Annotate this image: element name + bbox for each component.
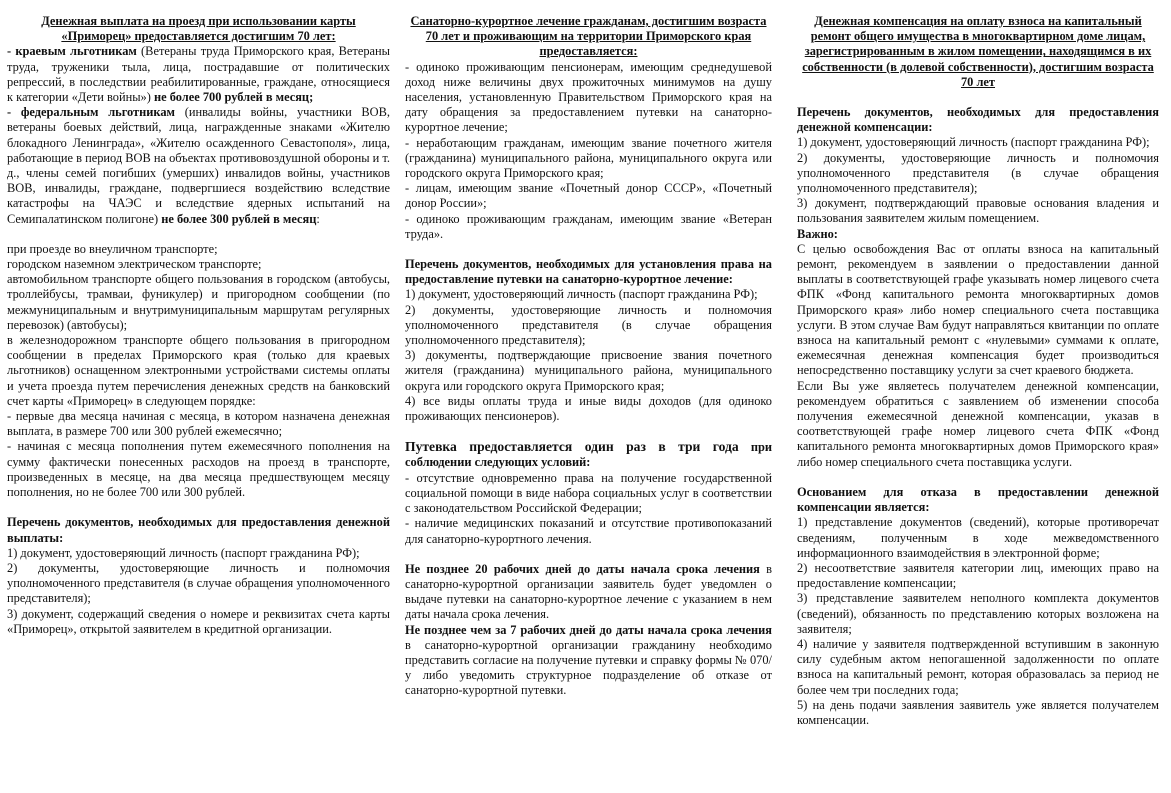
- transport-item: автомобильном транспорте общего пользования в городском (автобусы, троллейбусы, трамваи, фуникулер) и пригородном сообщении (по межмуниципальным и внутримуниципальным маршрутам регулярных перевозок) (автобусы);: [7, 272, 390, 332]
- paragraph-federal-beneficiaries: - федеральным льготникам (инвалиды войны, участники ВОВ, ветераны боевых действий, лица, награжденные знаками «Жителю блокадного Ленинграда», «Жителю осажденного Севастополя», лица, работающие в период ВОВ на объектах противовоздушной обороны и т. д., члены семей погибших (умерших) инвалидов войны, участников ВОВ, инвалиды, граждане, подвергшиеся воздействию вследствие катастрофы на ЧАЭС и вследствие ядерных испытаний на Семипалатинском полигоне) не более 300 рублей в месяц:: [7, 105, 390, 226]
- transport-item: при проезде во внеуличном транспорте;: [7, 241, 218, 256]
- document-item: 3) документы, подтверждающие присвоение звания почетного жителя (гражданина) муниципального района, муниципального округа или городского округа Приморского края;: [405, 348, 772, 393]
- document-item: 1) документ, удостоверяющий личность (паспорт гражданина РФ);: [797, 135, 1150, 150]
- refusal-item: 2) несоответствие заявителя категории лиц, имеющих право на предоставление компенсации;: [797, 560, 1159, 591]
- transport-item: в железнодорожном транспорте общего пользования в пригородном сообщении в пределах Приморского края (только для краевых льготников) оснащенном электронными устройствами системы оплаты и учета проезда путем перечисления денежных средств на банковский счет карты «Приморец» в следующем порядке:: [7, 333, 390, 408]
- refusal-item: 4) наличие у заявителя подтвержденной вступившим в законную силу судебным актом непогашенной задолженности по оплате взноса на капитальный ремонт, которая образовалась за период не более чем три последних года;: [797, 636, 1159, 697]
- documents-heading: Перечень документов, необходимых для установления права на предоставление путевки на санаторно-курортное лечение:: [405, 257, 772, 287]
- section-title: Денежная выплата на проезд при использовании карты «Приморец» предоставляется достигшим 70 лет:: [41, 14, 356, 44]
- documents-heading: Перечень документов, необходимых для предоставления денежной компенсации:: [797, 105, 1159, 135]
- document-item: 1) документ, удостоверяющий личность (паспорт гражданина РФ);: [405, 287, 758, 302]
- document-item: 1) документ, удостоверяющий личность (паспорт гражданина РФ);: [7, 545, 360, 560]
- eligibility-item: - лицам, имеющим звание «Почетный донор СССР», «Почетный донор России»;: [405, 181, 772, 211]
- document-item: 2) документы, удостоверяющие личность и полномочия уполномоченного представителя (в случае обращения уполномоченного представителя);: [7, 560, 390, 606]
- refusal-item: 5) на день подачи заявления заявитель уже является получателем компенсации.: [797, 697, 1159, 727]
- transport-item: городском наземном электрическом транспорте;: [7, 257, 262, 272]
- important-paragraph: Если Вы уже являетесь получателем денежной компенсации, рекомендуем обратиться с заявлением об изменении способа получения ежемесячной денежной компенсации, указав в соответствующей графе номер лицевого счета ФПК «Фонд капитального ремонта многоквартирных домов Приморского края» либо номер специального счета поставщика услуги.: [797, 378, 1159, 469]
- refusal-heading: Основанием для отказа в предоставлении денежной компенсации является:: [797, 484, 1159, 515]
- transport-item: - первые два месяца начиная с месяца, в котором назначена денежная выплата, в размере 700 или 300 рублей ежемесячно;: [7, 409, 390, 439]
- documents-heading: Перечень документов, необходимых для предоставления денежной выплаты:: [7, 515, 390, 545]
- section-title: Денежная компенсация на оплату взноса на капитальный ремонт общего имущества в многоквартирном доме лицам, зарегистрированным в жилом помещении, находящимся в их собственности (в долевой собственности), достигшим возраста 70 лет: [802, 14, 1154, 89]
- important-label: Важно:: [797, 226, 838, 241]
- section-title: Санаторно-курортное лечение гражданам, достигшим возраста 70 лет и проживающим на территории Приморского края предоставляется:: [410, 14, 767, 59]
- condition-item: - отсутствие одновременно права на получение государственной социальной помощи в виде набора социальных услуг в соответствии с законодательством Российской Федерации;: [405, 470, 772, 516]
- column-capital-repair: [797, 14, 1159, 728]
- condition-item: - наличие медицинских показаний и отсутствие противопоказаний для санаторно-курортного лечения.: [405, 516, 772, 546]
- notice-7-days: Не позднее чем за 7 рабочих дней до даты начала срока лечения в санаторно-курортной организации гражданину необходимо представить согласие на получение путевки и справку формы № 070/у либо уведомить структурное подразделение об отказе от санаторно-курортной путевки.: [405, 622, 772, 698]
- refusal-item: 1) представление документов (сведений), которые противоречат сведениям, полученным в ходе межведомственного информационного взаимодействия в электронной форме;: [797, 515, 1159, 560]
- paragraph-regional-beneficiaries: - краевым льготникам (Ветераны труда Приморского края, Ветераны труда, труженики тыла, лица, пострадавшие от политических репрессий, в последствии реабилитированные, граждане, относящиеся к категории «Дети войны») не более 700 рублей в месяц;: [7, 44, 390, 105]
- document-item: 2) документы, удостоверяющие личность и полномочия уполномоченного представителя (в случае обращения уполномоченного представителя);: [797, 150, 1159, 196]
- document-item: 4) все виды оплаты труда и иные виды доходов (для одиноко проживающих пенсионеров).: [405, 393, 772, 424]
- document-item: 3) документ, содержащий сведения о номере и реквизитах счета карты «Приморец», открытой заявителем в кредитной организации.: [7, 606, 390, 636]
- important-paragraph: С целью освобождения Вас от оплаты взноса на капитальный ремонт, рекомендуем в заявлении о предоставлении данной выплаты в соответствующей графе указывать номер лицевого счета ФПК «Фонд капитального ремонта многоквартирных домов Приморского края» либо номер специального счета поставщика услуги. В этом случае Вам будут направляться квитанции по оплате взноса на капитальный ремонт с «нулевыми» суммами к оплате, ежемесячная денежная компенсация будет производиться непосредственно поставщику услуги за счет краевого бюджета.: [797, 241, 1159, 378]
- eligibility-item: - одиноко проживающим пенсионерам, имеющим среднедушевой доход ниже величины двух прожиточных минимумов на душу населения, установленную Правительством Приморского края на дату обращения за предоставлением путевки на санаторно-курортное лечение;: [405, 59, 772, 135]
- voucher-frequency: Путевка предоставляется один раз в три года при соблюдении следующих условий:: [405, 439, 772, 470]
- column-transport-payment: [7, 14, 390, 637]
- notice-20-days: Не позднее 20 рабочих дней до даты начала срока лечения в санаторно-курортной организации заявитель будет уведомлен о выдаче путевки на санаторно-курортное лечение с указанием в нем даты начала срока лечения.: [405, 561, 772, 622]
- column-sanatorium: [405, 14, 772, 699]
- eligibility-item: - неработающим гражданам, имеющим звание почетного жителя (гражданина) муниципального района, муниципального округа или городского округа Приморского края;: [405, 135, 772, 181]
- transport-item: - начиная с месяца пополнения путем ежемесячного пополнения на сумму фактически понесенных расходов на проезд в транспорте, произведенных в месяце, на два месяца предшествующем месяцу пополнения, но не более 700 или 300 рублей.: [7, 439, 390, 500]
- document-item: 2) документы, удостоверяющие личность и полномочия уполномоченного представителя (в случае обращения уполномоченного представителя);: [405, 302, 772, 348]
- document-item: 3) документ, подтверждающий правовые основания владения и пользования заявителем жилым помещением.: [797, 196, 1159, 226]
- refusal-item: 3) представление заявителем неполного комплекта документов (сведений), обязанность по представлению которых возложена на заявителя;: [797, 591, 1159, 636]
- eligibility-item: - одиноко проживающим гражданам, имеющим звание «Ветеран труда».: [405, 211, 772, 241]
